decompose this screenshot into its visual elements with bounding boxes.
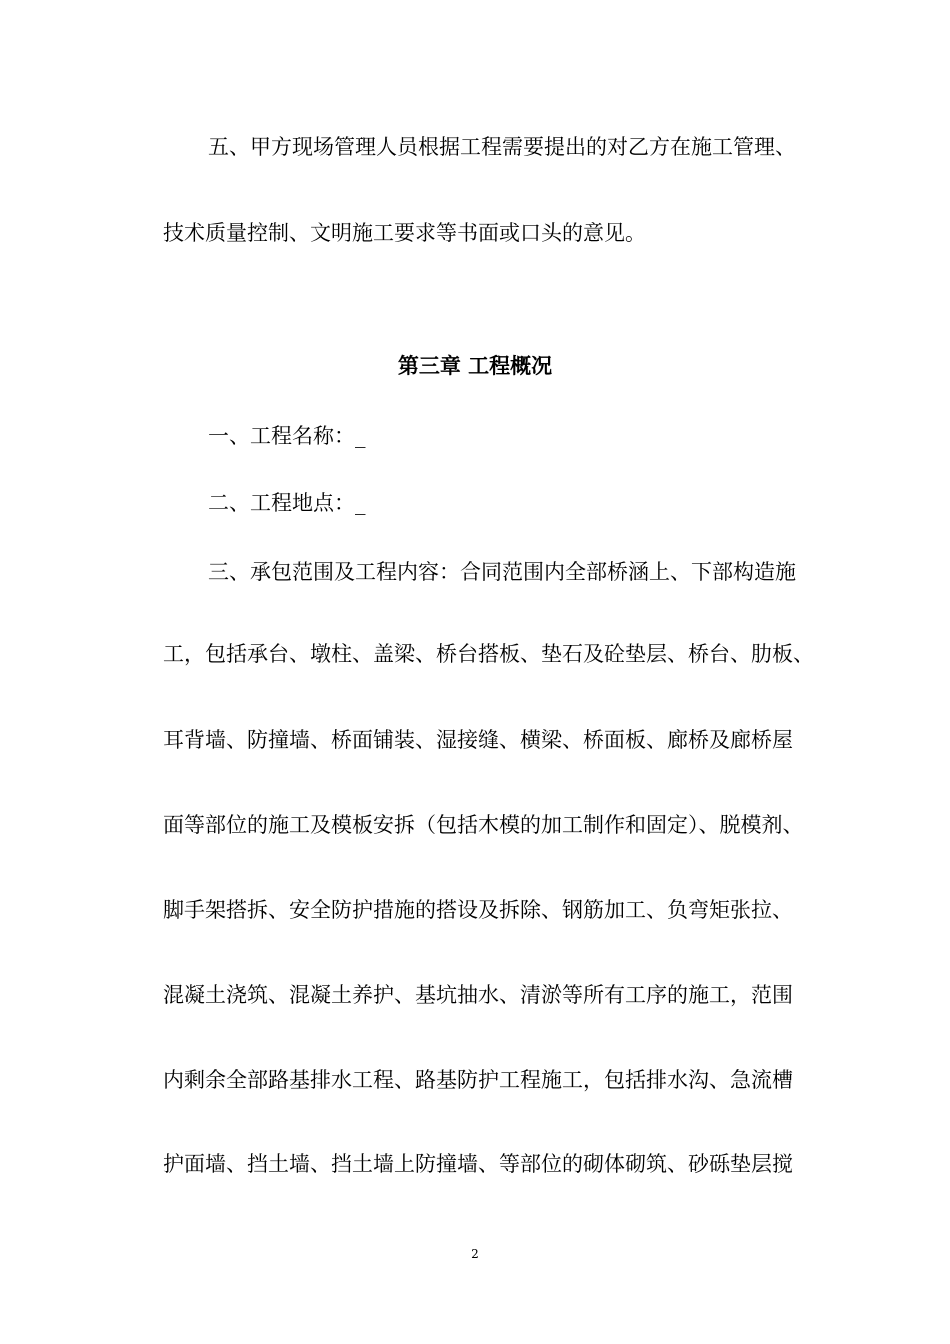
scope-line-3: 耳背墙、防撞墙、桥面铺装、湿接缝、横梁、桥面板、廊桥及廊桥屋 (163, 728, 793, 752)
scope-line-6: 混凝土浇筑、混凝土养护、基坑抽水、清淤等所有工序的施工，范围 (163, 983, 793, 1007)
scope-line-8: 护面墙、挡土墙、挡土墙上防撞墙、等部位的砌体砌筑、砂砾垫层搅 (163, 1152, 793, 1176)
scope-line-1: 三、承包范围及工程内容：合同范围内全部桥涵上、下部构造施 (208, 560, 796, 584)
scope-line-4: 面等部位的施工及模板安拆（包括木模的加工制作和固定）、脱模剂、 (163, 813, 804, 837)
page-number: 2 (471, 1247, 479, 1261)
item-project-name: 一、工程名称：_ (208, 424, 366, 448)
scope-line-2: 工，包括承台、墩柱、盖梁、桥台搭板、垫石及砼垫层、桥台、肋板、 (163, 642, 814, 666)
scope-line-7: 内剩余全部路基排水工程、路基防护工程施工，包括排水沟、急流槽 (163, 1068, 793, 1092)
section5-line-1: 五、甲方现场管理人员根据工程需要提出的对乙方在施工管理、 (208, 135, 796, 159)
chapter-title: 第三章 工程概况 (397, 353, 553, 378)
item-project-location: 二、工程地点：_ (208, 491, 366, 515)
scope-line-5: 脚手架搭拆、安全防护措施的搭设及拆除、钢筋加工、负弯矩张拉、 (163, 898, 793, 922)
section5-line-2: 技术质量控制、文明施工要求等书面或口头的意见。 (163, 221, 646, 245)
